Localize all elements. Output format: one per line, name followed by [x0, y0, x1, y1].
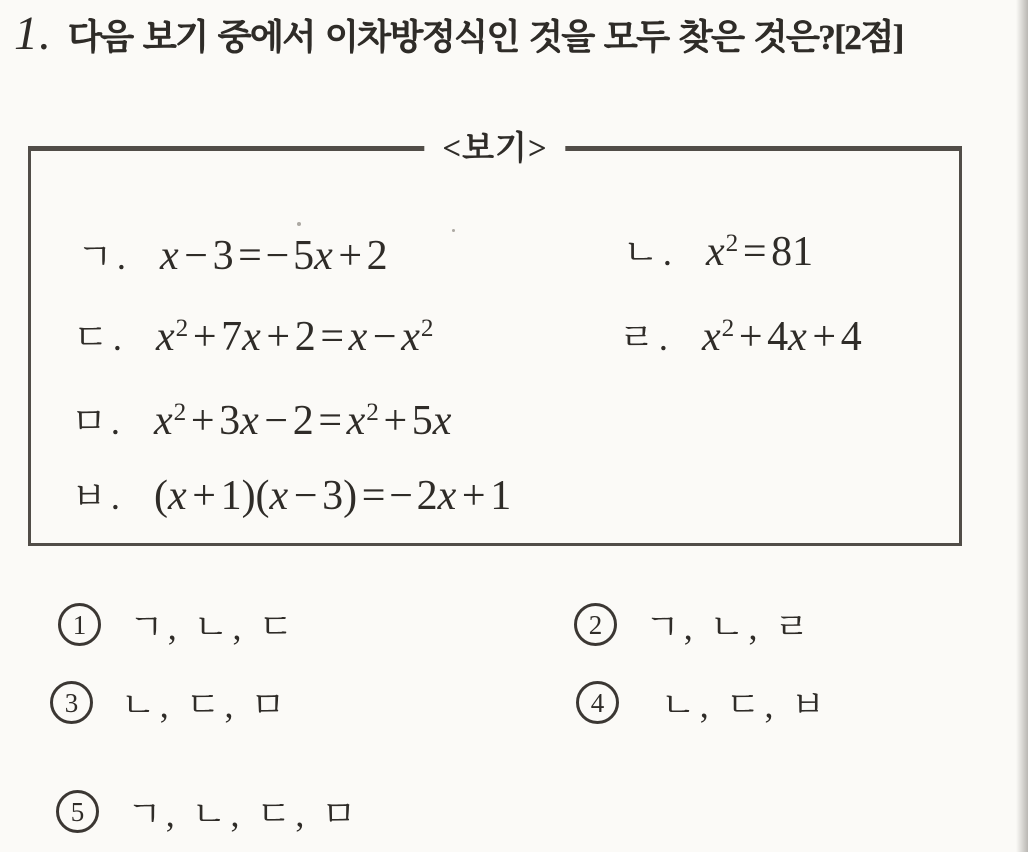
math-expression: $x^2 + 4x + 4$ [702, 314, 862, 360]
item-label: ㅂ. [71, 477, 124, 518]
answer-choice-3 [50, 677, 289, 728]
math-expression: x − 3 =−5x + 2 [160, 233, 388, 279]
list-item-r [619, 314, 862, 362]
scan-speck [297, 222, 301, 226]
item-label: ㅁ. [71, 402, 124, 443]
scan-speck [452, 229, 455, 232]
choice-number: 3 [64, 687, 79, 718]
bogi-box-label: <보기> [424, 123, 565, 175]
question-text: 다음 보기 중에서 이차방정식인 것을 모두 찾은 것은?[2점] [68, 18, 903, 57]
question-number: 1. [14, 7, 52, 60]
choice-items: ㄴ, ㄷ, ㅁ [121, 685, 290, 725]
choice-items: ㄱ, ㄴ, ㄷ, ㅁ [127, 794, 361, 834]
list-item-d [73, 314, 433, 362]
list-item-b [71, 473, 511, 521]
choice-items: ㄱ, ㄴ, ㄷ [129, 607, 298, 647]
item-label: ㄱ. [77, 237, 130, 278]
list-item-n [623, 229, 813, 277]
choice-number: 1 [72, 609, 87, 640]
math-expression: $x^2 + 3x - 2 = x^2 + 5x$ [154, 398, 453, 444]
choice-marker [56, 790, 99, 833]
question-title [14, 6, 1014, 61]
list-item-g [77, 233, 388, 281]
math-expression: $x^2 = 81$ [706, 229, 814, 275]
math-expression: $x^2 + 7x + 2 = x - x^2$ [156, 314, 434, 360]
choice-items: ㄴ, ㄷ, ㅂ [661, 685, 830, 725]
choice-marker [50, 681, 93, 724]
bogi-box [28, 131, 962, 546]
choice-items: ㄱ, ㄴ, ㄹ [645, 607, 814, 647]
answer-choice-1 [58, 599, 297, 650]
choice-marker [58, 603, 101, 646]
math-expression: (x + 1)(x − 3) =−2x + 1 [154, 473, 512, 519]
item-label: ㄹ. [619, 318, 672, 359]
choice-number: 2 [588, 609, 603, 640]
choice-marker [576, 681, 619, 724]
answer-choice-2 [574, 599, 813, 650]
list-item-m [71, 398, 452, 446]
choice-marker [574, 603, 617, 646]
answer-choice-4 [576, 677, 829, 728]
item-label: ㄴ. [623, 233, 676, 274]
answer-choice-5 [56, 786, 360, 837]
choice-number: 5 [70, 796, 85, 827]
item-label: ㄷ. [73, 318, 126, 359]
choice-number: 4 [590, 687, 605, 718]
page-edge-shadow [1016, 0, 1028, 852]
